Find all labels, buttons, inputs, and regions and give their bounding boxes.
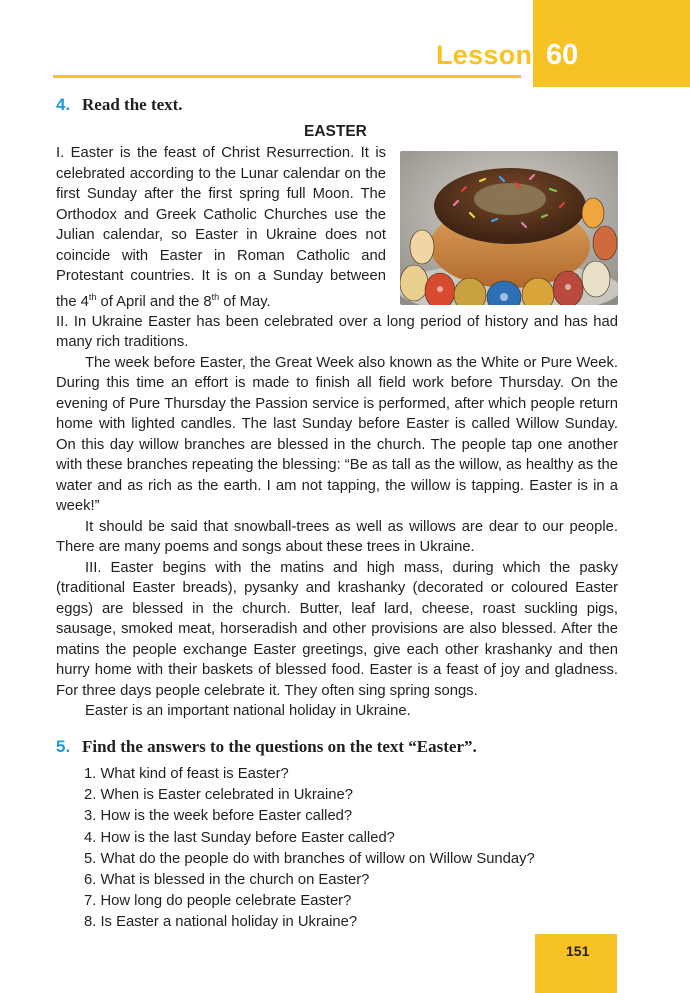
question-item: 4. How is the last Sunday before Easter called?: [84, 829, 395, 846]
question-item: 6. What is blessed in the church on Easter?: [84, 872, 370, 889]
question-item: 3. How is the week before Easter called?: [84, 808, 353, 825]
page-number: 151: [566, 943, 590, 959]
task-4-instruction: Read the text.: [82, 95, 183, 114]
header-divider: [53, 75, 521, 78]
paragraph-1-middle: of April and the 8: [96, 293, 212, 310]
question-item: 1. What kind of feast is Easter?: [84, 766, 289, 782]
superscript-th-2: th: [211, 291, 220, 302]
task-5-instruction: Find the answers to the questions on the text “Easter”.: [82, 737, 477, 756]
superscript-th-1: th: [88, 291, 97, 302]
article-title: EASTER: [304, 123, 367, 140]
task-5-heading: [56, 737, 477, 757]
paragraph-6: Easter is an important national holiday in Ukraine.: [85, 703, 411, 720]
paragraph-4: It should be said that snowball-trees as well as willows are dear to our people. There are many poems and songs about these trees in Ukraine.: [56, 518, 618, 556]
paragraph-2: II. In Ukraine Easter has been celebrated over a long period of history and has had many rich traditions.: [56, 313, 618, 351]
paragraph-3: The week before Easter, the Great Week also known as the White or Pure Week. During this time an effort is made to finish all field work before Thursday. On the evening of Pure Thursday the Passion service is performed, after which people return home with lighted candles. The last Sunday before Easter is called Willow Sunday. On this day willow branches are blessed in the church. The people tap one another with these branches repeating the blessing: “Be as tall as the willow, as healthy as the water and as rich as the earth. I am not tapping, the willow is tapping. Easter is in a week!”: [56, 354, 618, 515]
easter-bread-photo: [400, 151, 618, 305]
lesson-number: 60: [546, 39, 579, 71]
easter-bread-illustration: [400, 151, 618, 305]
question-item: 5. What do the people do with branches of willow on Willow Sunday?: [84, 850, 535, 867]
task-5-number: 5.: [56, 737, 71, 756]
question-item: 8. Is Easter a national holiday in Ukraine?: [84, 914, 358, 931]
paragraph-5: III. Easter begins with the matins and high mass, during which the pasky (traditional Easter breads), pysanky and krashanky (decorated or coloured Easter eggs) are blessed in the church. Butter, leaf lard, cheese, roast suckling pigs, sausage, smoked meat, horseradish and other provisions are also blessed. After the matins the people exchange Easter greetings, give each other krashanky and then hurry home with their baskets of blessed food. Easter is a feast of joy and gladness. For three days people celebrate it. They often sing spring songs.: [56, 559, 618, 699]
lesson-label: Lesson: [436, 40, 533, 70]
article-body: [56, 143, 618, 722]
question-list: [84, 764, 535, 934]
paragraph-1-end: of May.: [219, 293, 271, 310]
task-4-heading: [56, 95, 183, 115]
question-item: 2. When is Easter celebrated in Ukraine?: [84, 787, 353, 804]
question-item: 7. How long do people celebrate Easter?: [84, 893, 352, 910]
task-4-number: 4.: [56, 95, 71, 114]
paragraph-1-text: I. Easter is the feast of Christ Resurrection. It is celebrated according to the Lunar calendar on the first Sunday after the first spring full Moon. The Orthodox and Greek Catholic Churches use the Julian calendar, so Easter in Ukraine does not coincide with Easter in Roman Catholic and Protestant countries. It is on a Sunday between the 4: [56, 145, 386, 310]
